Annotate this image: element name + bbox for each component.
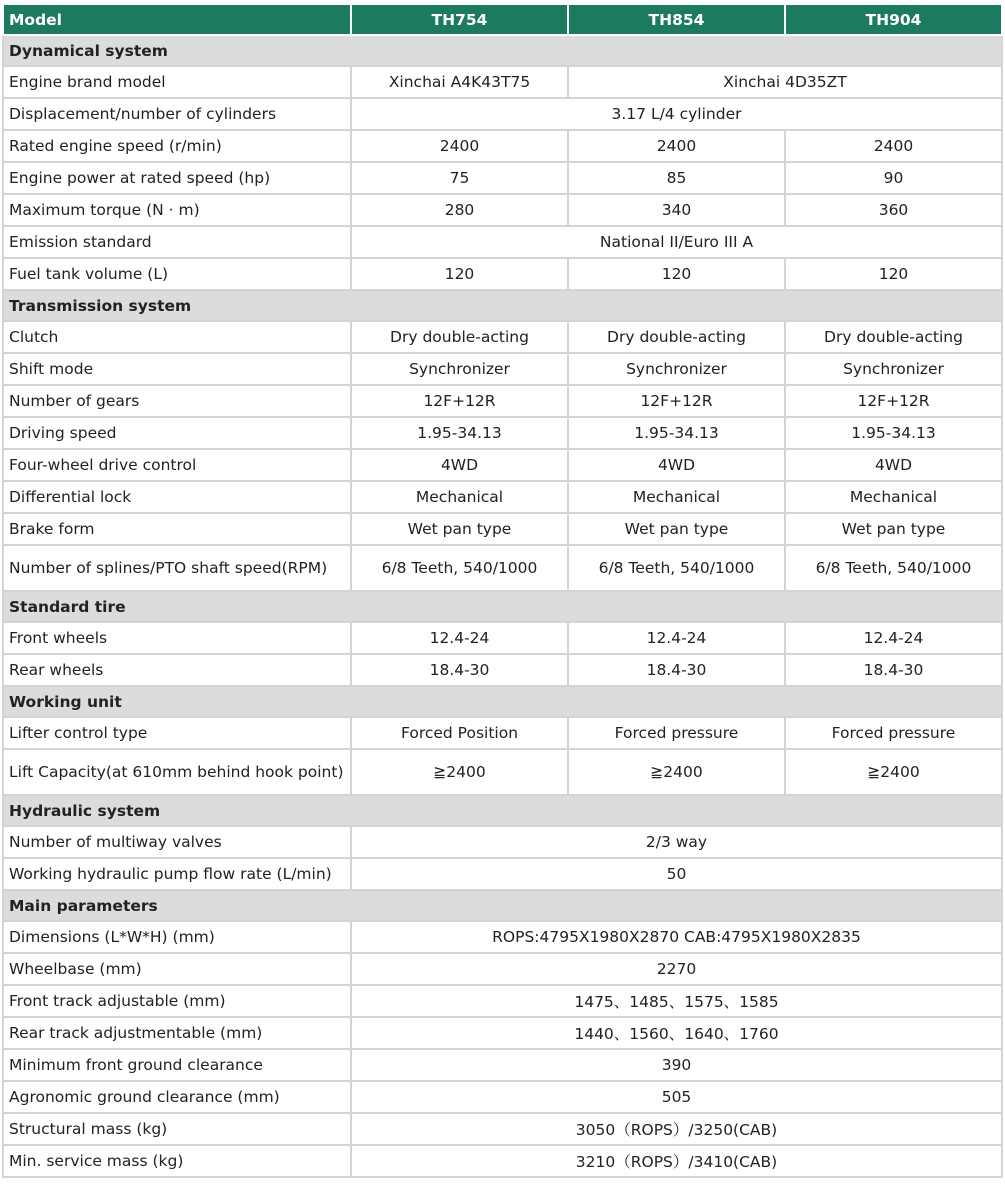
spec-row bbox=[3, 622, 1002, 654]
spec-value: 18.4-30 bbox=[351, 654, 568, 686]
spec-label: Minimum front ground clearance bbox=[3, 1049, 351, 1081]
spec-value: 12F+12R bbox=[351, 385, 568, 417]
section-row bbox=[3, 35, 1002, 66]
spec-row bbox=[3, 449, 1002, 481]
spec-row bbox=[3, 545, 1002, 591]
spec-value: 3050（ROPS）/3250(CAB) bbox=[351, 1113, 1002, 1145]
spec-row bbox=[3, 749, 1002, 795]
spec-label: Brake form bbox=[3, 513, 351, 545]
spec-value: 4WD bbox=[785, 449, 1002, 481]
spec-value: 2/3 way bbox=[351, 826, 1002, 858]
spec-value: 4WD bbox=[568, 449, 785, 481]
spec-value: Dry double-acting bbox=[351, 321, 568, 353]
section-title: Main parameters bbox=[3, 890, 1002, 921]
spec-label: Dimensions (L*W*H) (mm) bbox=[3, 921, 351, 953]
spec-label: Engine power at rated speed (hp) bbox=[3, 162, 351, 194]
section-title: Dynamical system bbox=[3, 35, 1002, 66]
spec-value: 280 bbox=[351, 194, 568, 226]
spec-value: 50 bbox=[351, 858, 1002, 890]
spec-label: Engine brand model bbox=[3, 66, 351, 98]
spec-value: 2400 bbox=[351, 130, 568, 162]
spec-value: 75 bbox=[351, 162, 568, 194]
spec-value: Wet pan type bbox=[568, 513, 785, 545]
spec-value: 2270 bbox=[351, 953, 1002, 985]
spec-row bbox=[3, 826, 1002, 858]
spec-label: Shift mode bbox=[3, 353, 351, 385]
section-row bbox=[3, 591, 1002, 622]
spec-label: Rear track adjustmentable (mm) bbox=[3, 1017, 351, 1049]
spec-value: Forced pressure bbox=[785, 717, 1002, 749]
spec-value: National II/Euro III A bbox=[351, 226, 1002, 258]
section-row bbox=[3, 795, 1002, 826]
spec-value: 6/8 Teeth, 540/1000 bbox=[568, 545, 785, 591]
section-row bbox=[3, 686, 1002, 717]
spec-value: Wet pan type bbox=[785, 513, 1002, 545]
spec-row bbox=[3, 921, 1002, 953]
spec-label: Differential lock bbox=[3, 481, 351, 513]
spec-label: Maximum torque (N · m) bbox=[3, 194, 351, 226]
spec-row bbox=[3, 321, 1002, 353]
spec-value: 1440、1560、1640、1760 bbox=[351, 1017, 1002, 1049]
model-name-th904: TH904 bbox=[785, 4, 1002, 35]
spec-value: Xinchai A4K43T75 bbox=[351, 66, 568, 98]
spec-label: Displacement/number of cylinders bbox=[3, 98, 351, 130]
spec-row bbox=[3, 1081, 1002, 1113]
spec-value: Dry double-acting bbox=[568, 321, 785, 353]
spec-value: Synchronizer bbox=[351, 353, 568, 385]
spec-value: 2400 bbox=[785, 130, 1002, 162]
spec-value: ≧2400 bbox=[568, 749, 785, 795]
spec-body bbox=[3, 35, 1002, 1177]
section-row bbox=[3, 290, 1002, 321]
spec-value: Mechanical bbox=[568, 481, 785, 513]
spec-row bbox=[3, 1049, 1002, 1081]
spec-value: 12.4-24 bbox=[568, 622, 785, 654]
spec-value: Forced pressure bbox=[568, 717, 785, 749]
spec-value: ≧2400 bbox=[785, 749, 1002, 795]
spec-row bbox=[3, 858, 1002, 890]
spec-label: Fuel tank volume (L) bbox=[3, 258, 351, 290]
spec-value: Forced Position bbox=[351, 717, 568, 749]
section-title: Standard tire bbox=[3, 591, 1002, 622]
spec-value: 120 bbox=[568, 258, 785, 290]
spec-label: Front track adjustable (mm) bbox=[3, 985, 351, 1017]
spec-value: 12.4-24 bbox=[785, 622, 1002, 654]
spec-row bbox=[3, 226, 1002, 258]
spec-value: 3210（ROPS）/3410(CAB) bbox=[351, 1145, 1002, 1177]
spec-value: Synchronizer bbox=[785, 353, 1002, 385]
spec-label: Driving speed bbox=[3, 417, 351, 449]
spec-label: Agronomic ground clearance (mm) bbox=[3, 1081, 351, 1113]
spec-label: Min. service mass (kg) bbox=[3, 1145, 351, 1177]
spec-value: 505 bbox=[351, 1081, 1002, 1113]
spec-value: 85 bbox=[568, 162, 785, 194]
spec-table bbox=[2, 3, 1003, 1178]
spec-row bbox=[3, 513, 1002, 545]
spec-row bbox=[3, 985, 1002, 1017]
spec-label: Working hydraulic pump flow rate (L/min) bbox=[3, 858, 351, 890]
spec-value: 1.95-34.13 bbox=[785, 417, 1002, 449]
spec-label: Number of multiway valves bbox=[3, 826, 351, 858]
spec-row bbox=[3, 717, 1002, 749]
spec-row bbox=[3, 98, 1002, 130]
spec-value: 90 bbox=[785, 162, 1002, 194]
spec-value: 3.17 L/4 cylinder bbox=[351, 98, 1002, 130]
spec-row bbox=[3, 417, 1002, 449]
spec-row bbox=[3, 1113, 1002, 1145]
spec-value: 2400 bbox=[568, 130, 785, 162]
spec-label: Four-wheel drive control bbox=[3, 449, 351, 481]
spec-row bbox=[3, 953, 1002, 985]
spec-row bbox=[3, 66, 1002, 98]
spec-row bbox=[3, 130, 1002, 162]
spec-row bbox=[3, 654, 1002, 686]
spec-row bbox=[3, 353, 1002, 385]
model-name-th754: TH754 bbox=[351, 4, 568, 35]
spec-label: Rear wheels bbox=[3, 654, 351, 686]
spec-value: 18.4-30 bbox=[785, 654, 1002, 686]
spec-value: 18.4-30 bbox=[568, 654, 785, 686]
spec-label: Clutch bbox=[3, 321, 351, 353]
spec-value: 12F+12R bbox=[568, 385, 785, 417]
model-header: Model bbox=[3, 4, 351, 35]
spec-label: Lift Capacity(at 610mm behind hook point) bbox=[3, 749, 351, 795]
spec-row bbox=[3, 194, 1002, 226]
spec-value: 360 bbox=[785, 194, 1002, 226]
section-row bbox=[3, 890, 1002, 921]
spec-row bbox=[3, 1017, 1002, 1049]
spec-value: 340 bbox=[568, 194, 785, 226]
spec-value: 1.95-34.13 bbox=[351, 417, 568, 449]
spec-row bbox=[3, 385, 1002, 417]
spec-label: Wheelbase (mm) bbox=[3, 953, 351, 985]
spec-label: Front wheels bbox=[3, 622, 351, 654]
spec-value: Mechanical bbox=[351, 481, 568, 513]
spec-value: ≧2400 bbox=[351, 749, 568, 795]
section-title: Hydraulic system bbox=[3, 795, 1002, 826]
spec-value: ROPS:4795X1980X2870 CAB:4795X1980X2835 bbox=[351, 921, 1002, 953]
spec-value: Mechanical bbox=[785, 481, 1002, 513]
spec-value: 12F+12R bbox=[785, 385, 1002, 417]
section-title: Working unit bbox=[3, 686, 1002, 717]
spec-label: Number of splines/PTO shaft speed(RPM) bbox=[3, 545, 351, 591]
spec-label: Number of gears bbox=[3, 385, 351, 417]
spec-row bbox=[3, 162, 1002, 194]
spec-value: 6/8 Teeth, 540/1000 bbox=[785, 545, 1002, 591]
spec-label: Lifter control type bbox=[3, 717, 351, 749]
spec-value: 120 bbox=[785, 258, 1002, 290]
spec-value: Synchronizer bbox=[568, 353, 785, 385]
spec-value: 12.4-24 bbox=[351, 622, 568, 654]
header-row bbox=[3, 4, 1002, 35]
spec-row bbox=[3, 481, 1002, 513]
spec-row bbox=[3, 258, 1002, 290]
model-name-th854: TH854 bbox=[568, 4, 785, 35]
spec-value: 1.95-34.13 bbox=[568, 417, 785, 449]
spec-value: Wet pan type bbox=[351, 513, 568, 545]
spec-value: 120 bbox=[351, 258, 568, 290]
spec-value: Dry double-acting bbox=[785, 321, 1002, 353]
spec-label: Structural mass (kg) bbox=[3, 1113, 351, 1145]
spec-row bbox=[3, 1145, 1002, 1177]
spec-label: Emission standard bbox=[3, 226, 351, 258]
spec-value: 1475、1485、1575、1585 bbox=[351, 985, 1002, 1017]
spec-value: 6/8 Teeth, 540/1000 bbox=[351, 545, 568, 591]
section-title: Transmission system bbox=[3, 290, 1002, 321]
spec-label: Rated engine speed (r/min) bbox=[3, 130, 351, 162]
spec-value: 390 bbox=[351, 1049, 1002, 1081]
spec-value: 4WD bbox=[351, 449, 568, 481]
spec-value: Xinchai 4D35ZT bbox=[568, 66, 1002, 98]
